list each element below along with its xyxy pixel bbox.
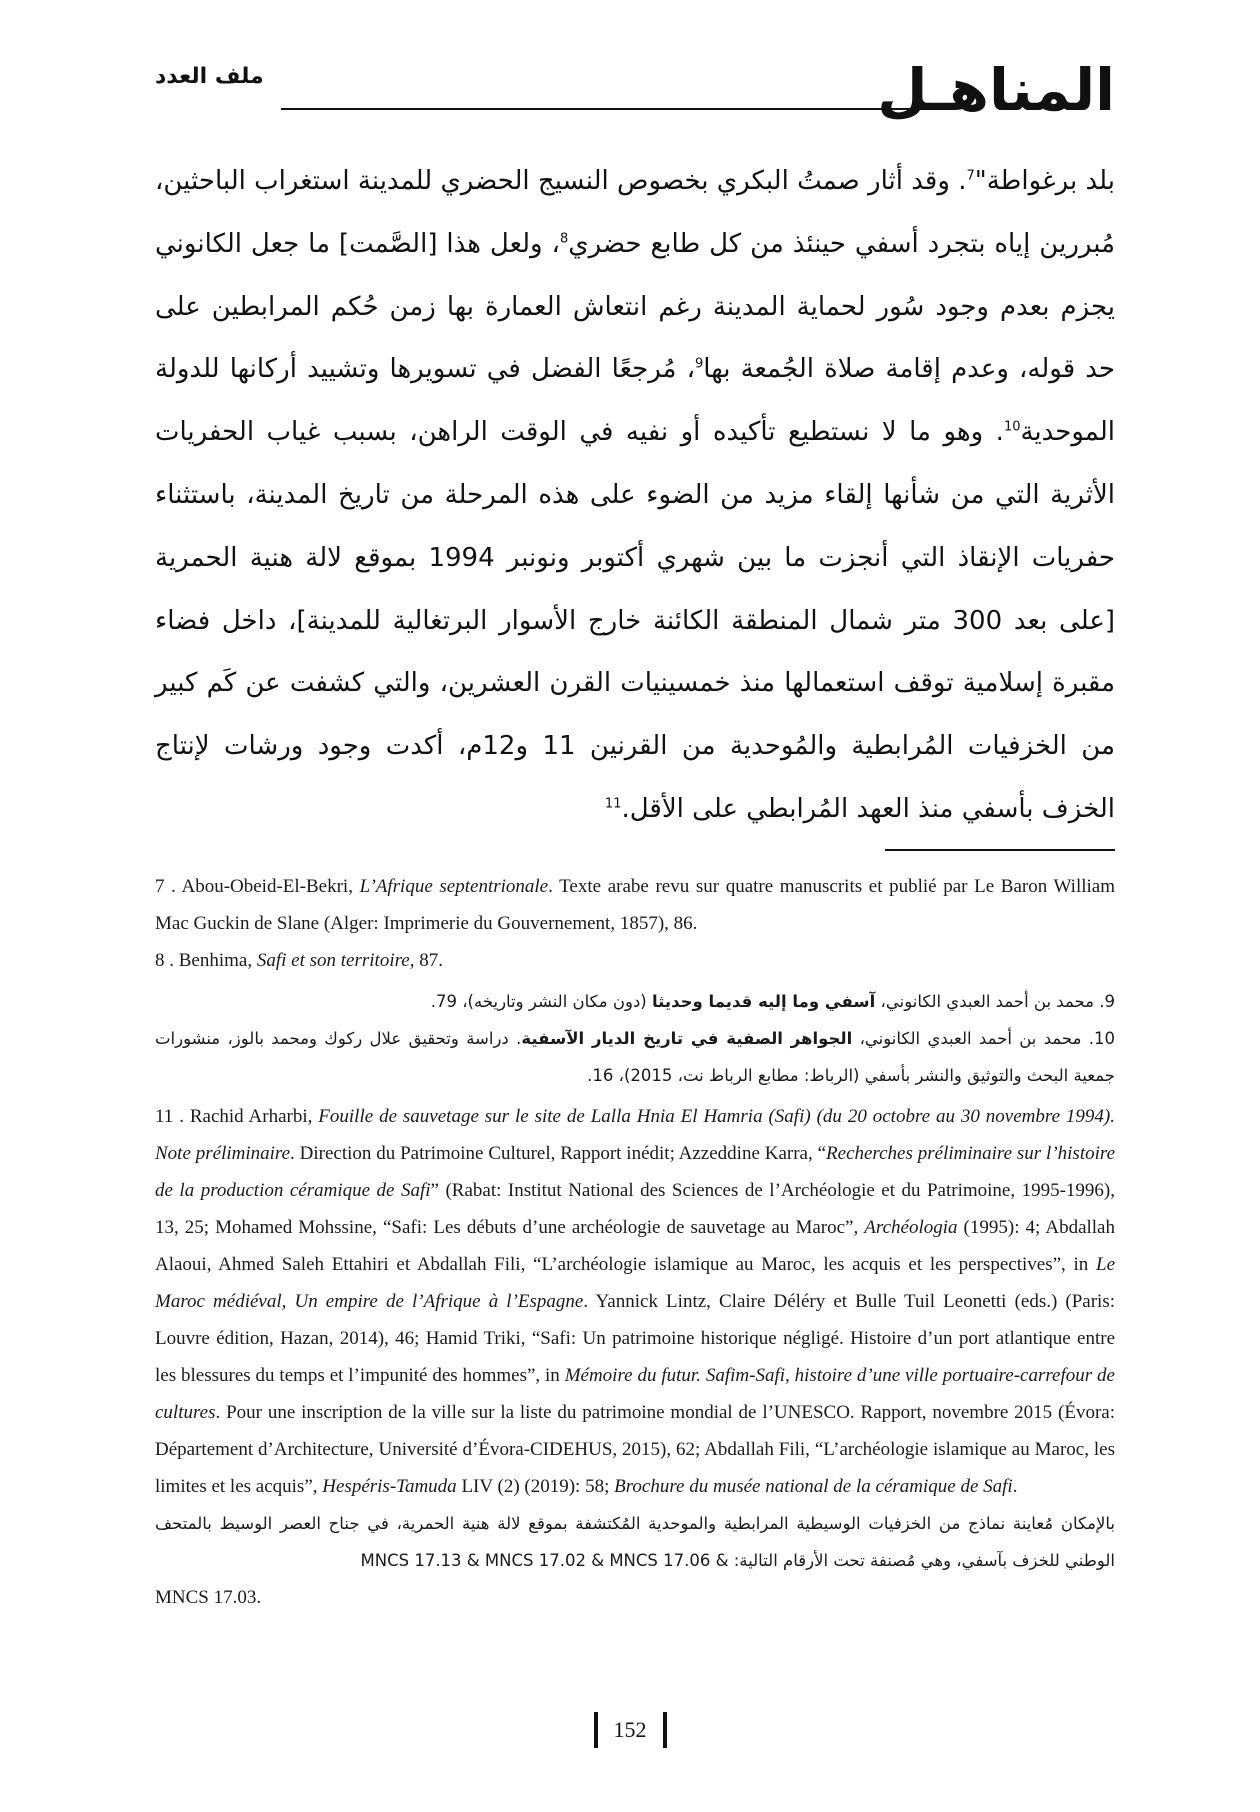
page-header: [155, 52, 1115, 132]
footnote-text: . Pour une inscription de la ville sur la liste du patrimoine mondial de l’UNESCO. Rapport, novembre 2015 (Évora: Département d’Architecture, Université d’Évora-CIDEHUS, 2015), 62; Abdallah Fili, “L’archéologie islamique au Maroc, les limites et les acquis”,: [155, 1402, 1115, 1497]
footnote-text: 10. محمد بن أحمد العبدي الكانوني،: [852, 1029, 1115, 1048]
footnote-title: Archéologia: [864, 1217, 958, 1238]
footnote-author: Abou-Obeid-El-Bekri,: [181, 876, 360, 897]
footnote-text: . Direction du Patrimoine Culturel, Rapport inédit; Azzeddine Karra, “: [290, 1143, 827, 1164]
body-text-part: . وقد أثار صمتُ البكري بخصوص النسيج الحضري للمدينة استغراب الباحثين، مُبررين إياه بتجرد أسفي حينئذ من كل طابع حضري: [155, 166, 1115, 259]
journal-logo: المناهـل: [877, 56, 1115, 124]
footnote-ref-9[interactable]: 9: [695, 356, 704, 372]
footnote-text: .: [1012, 1476, 1018, 1497]
footnote-text: . Texte arabe revu sur quatre manuscrits et publié par Le Baron William Mac Guckin de Slane (Alger: Imprimerie du Gouvernement, 1857), 86.: [155, 876, 1115, 934]
main-paragraph: [155, 150, 1115, 841]
footnote-10: [155, 1020, 1115, 1094]
page-number: [0, 1712, 1260, 1748]
footnote-text: . Yannick Lintz, Claire Déléry et Bulle Tuil Leonetti (eds.) (Paris: Louvre édition, Hazan, 2014), 46; Hamid Triki, “Safi: Un patrimoine historique négligé. Histoire d’un port atlantique entre les blessures du temps et l’impunité des hommes”, in: [155, 1291, 1116, 1386]
footnote-9: [155, 983, 1115, 1020]
footnote-11-arabic: بالإمكان مُعاينة نماذج من الخزفيات الوسيطية المرابطية والموحدية المُكتشفة بموقع لالة هنية الحمرية، في جناح العصر الوسيط بالمتحف الوطني للخزف بآسفي، وهي مُصنفة تحت الأرقام التالية: & MNCS 17.13 & MNCS 17.02 & MNCS 17.06: [155, 1514, 1115, 1570]
footnote-number: 11 .: [155, 1106, 190, 1127]
footnote-ref-10[interactable]: 10: [1003, 419, 1021, 435]
footnote-text: (دون مكان النشر وتاريخه)، 79.: [430, 992, 652, 1011]
footnote-text: Rachid Arharbi,: [189, 1106, 319, 1127]
footnote-text: , 87.: [409, 950, 443, 971]
footnote-11: [155, 1098, 1115, 1505]
footnote-number: 7 .: [155, 876, 182, 897]
footnote-text: 9. محمد بن أحمد العبدي الكانوني،: [875, 992, 1115, 1011]
footnote-title: Brochure du musée national de la céramique de Safi: [614, 1476, 1013, 1497]
footnote-7: [155, 868, 1115, 942]
footnote-title: Safi et son territoire: [256, 950, 410, 971]
body-text-part: بلد برغواطة": [974, 166, 1115, 196]
footnote-title: Fouille de sauvetage sur le site de Lalla Hnia El Hamria (Safi) (du 20 octobre au 30 novembre 1994). Note préliminaire: [155, 1106, 1115, 1164]
footnote-8: [155, 942, 1115, 979]
footnote-title: Le Maroc médiéval, Un empire de l’Afrique à l’Espagne: [155, 1254, 1115, 1312]
page-number-bar-right: [663, 1712, 667, 1748]
footnote-number: 8 .: [155, 950, 179, 971]
footnote-author: Benhima,: [178, 950, 257, 971]
footnote-title: Hespéris-Tamuda: [322, 1476, 457, 1497]
footnote-title: الجواهر الصفية في تاريخ الديار الآسفية: [521, 1029, 853, 1048]
footnote-title: Mémoire du futur. Safim-Safi, histoire d’une ville portuaire-carrefour de cultures: [155, 1365, 1115, 1423]
footnote-11-end: MNCS 17.03.: [155, 1587, 262, 1608]
body-text-part: . وهو ما لا نستطيع تأكيده أو نفيه في الوقت الراهن، بسبب غياب الحفريات الأثرية التي من شأنها إلقاء مزيد من الضوء على هذه المرحلة من تاريخ المدينة، باستثناء حفريات الإنقاذ التي أنجزت ما بين شهري أكتوبر ونونبر 1994 بموقع لالة هنية الحمرية [على بعد 300 متر شمال المنطقة الكائنة خارج الأسوار البرتغالية للمدينة]، داخل فضاء مقبرة إسلامية توقف استعمالها منذ خمسينيات القرن العشرين، والتي كشفت عن كَم كبير من الخزفيات المُرابطية والمُوحدية من القرنين 11 و12م، أكدت وجود ورشات لإنتاج الخزف بأسفي منذ العهد المُرابطي على الأقل.: [155, 417, 1115, 824]
footnote-text: . دراسة وتحقيق علال ركوك ومحمد بالوز، منشورات جمعية البحث والتوثيق والنشر بأسفي (الرباط: مطابع الرباط نت، 2015)، 16.: [155, 1029, 1115, 1085]
page-number-value: 152: [613, 1717, 647, 1742]
footnote-ref-8[interactable]: 8: [559, 231, 569, 247]
footnotes: [155, 868, 1115, 1616]
page-number-bar-left: [594, 1712, 598, 1748]
footnote-ref-7[interactable]: 7: [966, 168, 975, 184]
footnote-text: ” (Rabat: Institut National des Sciences de l’Archéologie et du Patrimoine, 1995-1996), 13, 25; Mohamed Mohssine, “Safi: Les débuts d’une archéologie de sauvetage au Maroc”,: [155, 1180, 1116, 1238]
footnote-text: LIV (2) (2019): 58;: [456, 1476, 615, 1497]
footnote-separator: [885, 849, 1115, 851]
footnote-title: Recherches préliminaire sur l’histoire de la production céramique de Safi: [155, 1143, 1115, 1201]
footnote-title: L’Afrique septentrionale: [359, 876, 549, 897]
footnote-text: (1995): 4; Abdallah Alaoui, Ahmed Saleh Ettahiri et Abdallah Fili, “L’archéologie islamique au Maroc, les acquis et les perspectives”, in: [155, 1217, 1115, 1275]
footnote-title: آسفي وما إليه قديما وحديثا: [651, 992, 876, 1011]
body-text-part: ، مُرجعًا الفضل في تسويرها وتشييد أركانها للدولة الموحدية: [155, 354, 1115, 448]
header-rule: [281, 108, 955, 110]
section-title: ملف العدد: [155, 64, 264, 89]
body-text-part: ، ولعل هذا [الصَّمت] ما جعل الكانوني يجزم بعدم وجود سُور لحماية المدينة رغم انتعاش العمارة بها زمن حُكم المرابطين على حد قوله، وعدم إقامة صلاة الجُمعة بها: [155, 228, 1115, 385]
footnote-ref-11[interactable]: 11: [604, 796, 622, 812]
